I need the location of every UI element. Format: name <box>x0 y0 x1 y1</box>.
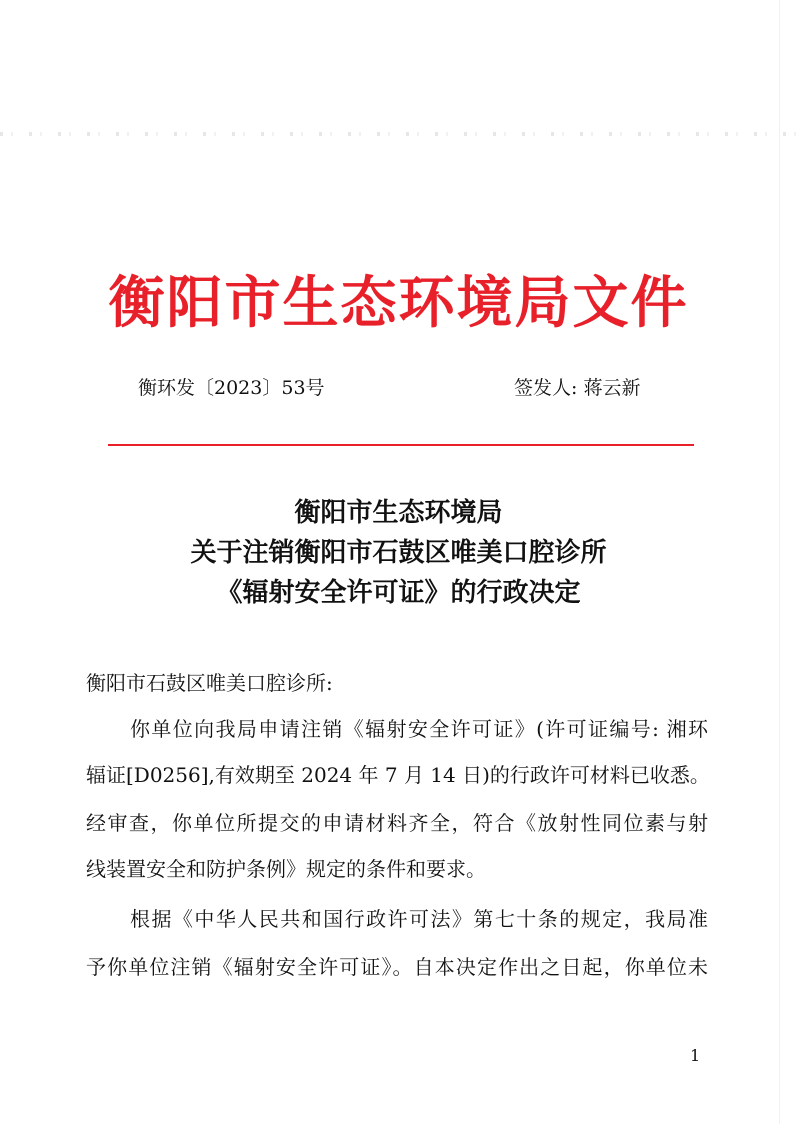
body-line: 辐证[D0256],有效期至 2024 年 7 月 14 日)的行政许可材料已收悉。 <box>86 763 710 787</box>
page-number: 1 <box>690 1046 701 1065</box>
signer: 签发人: 蒋云新 <box>514 377 641 399</box>
agency-header-title: 衡阳市生态环境局文件 <box>108 271 689 336</box>
document-title-line-1: 衡阳市生态环境局 <box>294 498 503 528</box>
body-line: 你单位向我局申请注销《辐射安全许可证》(许可证编号: 湘环 <box>130 717 708 741</box>
document-number: 衡环发〔2023〕53号 <box>138 377 325 399</box>
document-title-line-3: 《辐射安全许可证》的行政决定 <box>216 578 581 608</box>
body-line: 予你单位注销《辐射安全许可证》。自本决定作出之日起，你单位未 <box>86 955 708 979</box>
document-title-line-2: 关于注销衡阳市石鼓区唯美口腔诊所 <box>190 538 607 568</box>
scan-artifact <box>0 132 797 136</box>
red-divider <box>108 444 694 446</box>
body-line: 根据《中华人民共和国行政许可法》第七十条的规定，我局准 <box>130 907 708 931</box>
body-line: 线装置安全和防护条例》规定的条件和要求。 <box>86 857 486 881</box>
salutation: 衡阳市石鼓区唯美口腔诊所: <box>86 671 333 695</box>
body-line: 经审查，你单位所提交的申请材料齐全，符合《放射性同位素与射 <box>86 811 708 835</box>
